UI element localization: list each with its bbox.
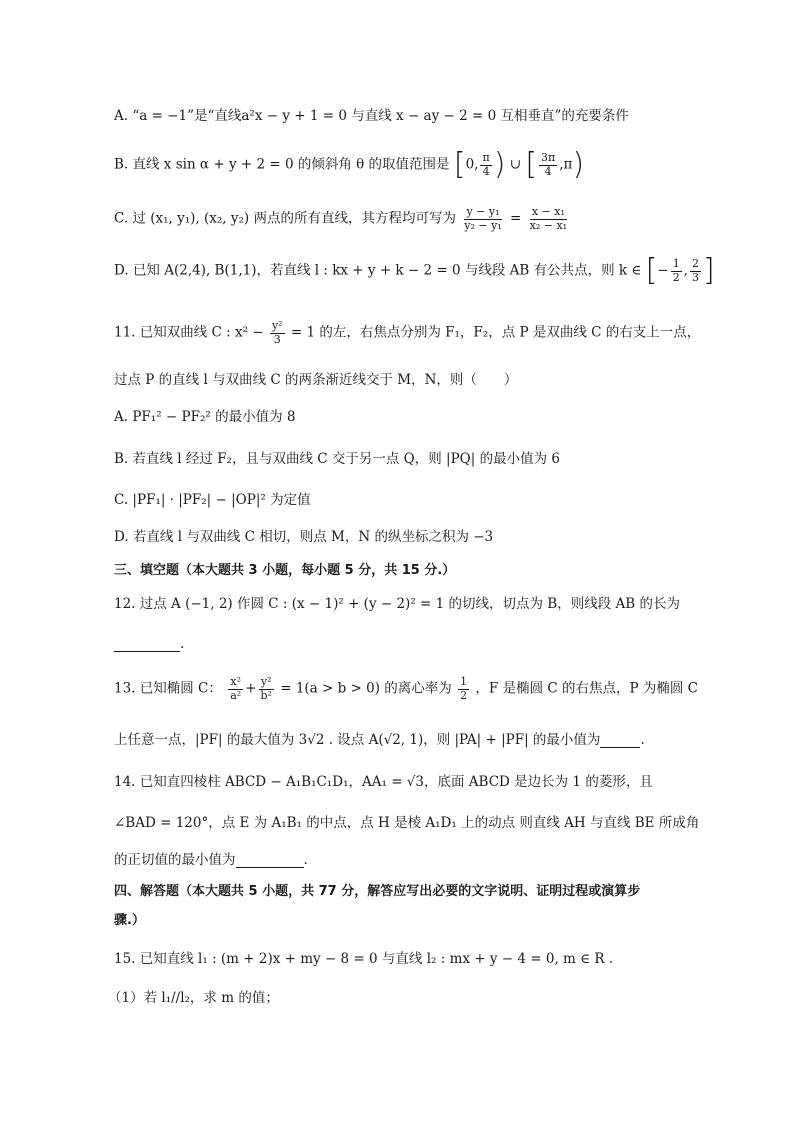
frac-den: 3: [273, 332, 281, 346]
fraction-y2-3: [270, 320, 285, 346]
question-12-text: 12. 过点 A (−1, 2) 作圆 C : (x − 1)² + (y − 2)² = 1 的切线，切点为 B，则线段 AB 的长为: [114, 596, 680, 612]
section-4-heading-line1: 四、解答题（本大题共 5 小题，共 77 分，解答应写出必要的文字说明、证明过程或演算步: [114, 884, 641, 899]
fraction-pi-4: [480, 152, 491, 178]
comma: ,: [683, 262, 688, 279]
frac-num: π: [482, 150, 490, 164]
interval-end: ,π: [559, 156, 573, 173]
equals-sign: =: [510, 210, 522, 227]
question-14-line2-text: ∠BAD = 120°，点 E 为 A₁B₁ 的中点，点 H 是棱 A₁D₁ 上的动点 则直线 AH 与直线 BE 所成角: [114, 815, 700, 831]
question-13: [114, 676, 754, 702]
period: .: [303, 852, 308, 868]
plus-sign: +: [245, 680, 257, 697]
question-14-line3: [114, 852, 754, 868]
option-11b-text: B. 若直线 l 经过 F₂，且与双曲线 C 交于另一点 Q，则 |PQ| 的最小值为 6: [114, 451, 560, 467]
fraction-1-2: [458, 676, 469, 702]
frac-num: y − y₁: [466, 205, 500, 218]
section-3-heading: [114, 563, 754, 579]
fraction-x: [528, 206, 569, 232]
fraction-2-3: [690, 258, 701, 284]
question-12-answer: [114, 636, 754, 652]
option-10c: [114, 206, 754, 232]
question-14: [114, 774, 754, 790]
fraction-y2-b2: [258, 676, 273, 702]
frac-den: 2: [460, 688, 468, 702]
left-bracket: [: [645, 253, 658, 288]
right-paren: ): [493, 147, 506, 182]
period: .: [640, 732, 645, 748]
question-13-end: ，F 是椭圆 C 的右焦点，P 为椭圆 C: [475, 680, 698, 697]
question-11-start: 11. 已知双曲线 C : x² −: [114, 324, 264, 341]
option-10c-text: C. 过 (x₁, y₁), (x₂, y₂) 两点的所有直线，其方程均可写为: [114, 210, 456, 227]
left-bracket: [: [453, 147, 466, 182]
option-11c-text: C. |PF₁| · |PF₂| − |OP|² 为定值: [114, 492, 311, 508]
section-4-heading-line2-text: 骤.）: [114, 913, 145, 928]
question-13-line2-text: 上任意一点，|PF| 的最大值为 3√2 . 设点 A(√2, 1)，则 |PA| + |PF| 的最小值为: [114, 732, 601, 748]
left-bracket-2: [: [525, 147, 538, 182]
question-11-end: = 1 的左，右焦点分别为 F₁，F₂，点 P 是双曲线 C 的右支上一点，: [290, 324, 701, 341]
frac-num: y²: [271, 319, 283, 332]
fraction-y: [462, 206, 503, 232]
question-11-line2-text: 过点 P 的直线 l 与双曲线 C 的两条渐近线交于 M，N，则（ ）: [114, 372, 518, 388]
right-bracket: ]: [703, 253, 715, 288]
frac-den: 4: [482, 164, 490, 178]
question-14-line3-text: 的正切值的最小值为: [114, 852, 236, 868]
question-12: [114, 596, 754, 612]
frac-den: 3: [692, 270, 699, 284]
minus-sign: −: [657, 262, 669, 279]
fraction-3pi-4: [539, 152, 557, 178]
question-14-line2: [114, 815, 754, 831]
question-15: [114, 951, 754, 967]
section-3-heading-text: 三、填空题（本大题共 3 小题，每小题 5 分，共 15 分.）: [114, 563, 456, 578]
union-symbol: ∪: [509, 156, 522, 173]
frac-den: 2: [672, 270, 680, 284]
option-10d: [114, 253, 754, 288]
answer-blank[interactable]: [114, 637, 180, 652]
option-10d-text: D. 已知 A(2,4), B(1,1)，若直线 l : kx + y + k − 2 = 0 与线段 AB 有公共点，则 k ∈: [114, 262, 642, 279]
frac-den: b²: [260, 688, 272, 702]
question-13-start: 13. 已知椭圆 C：: [114, 680, 222, 697]
period: .: [180, 636, 185, 652]
option-10b: [114, 147, 754, 182]
frac-num: 2: [692, 256, 699, 270]
option-11a: [114, 409, 754, 425]
frac-num: 1: [460, 675, 468, 688]
frac-num: x²: [230, 675, 241, 688]
right-paren-2: ): [572, 147, 585, 182]
question-14-line1: 14. 已知直四棱柱 ABCD − A₁B₁C₁D₁，AA₁ = √3，底面 ABCD 是边长为 1 的菱形，且: [114, 774, 653, 790]
question-13-mid: = 1(a > b > 0) 的离心率为: [280, 680, 452, 697]
option-11a-text: A. PF₁² − PF₂² 的最小值为 8: [114, 409, 296, 425]
interval-start: 0,: [465, 156, 479, 173]
option-11b: [114, 451, 754, 467]
frac-den: a²: [230, 688, 242, 702]
option-10a: [114, 108, 754, 124]
frac-den: y₂ − y₁: [464, 218, 502, 232]
option-10a-text: A. “a = −1”是“直线a²x − y + 1 = 0 与直线 x − ay − 2 = 0 互相垂直”的充要条件: [114, 108, 629, 124]
question-13-line2: [114, 732, 754, 748]
section-4-heading-line2: [114, 913, 754, 929]
option-11c: [114, 492, 754, 508]
fraction-1-2: [671, 258, 682, 284]
answer-blank[interactable]: [600, 733, 640, 748]
frac-num: 1: [672, 256, 680, 270]
frac-den: x₂ − x₁: [529, 218, 568, 232]
frac-num: x − x₁: [531, 205, 565, 218]
question-11-line2: [114, 372, 754, 388]
question-15-part1: [108, 990, 754, 1006]
question-15-part1-text: （1）若 l₁//l₂，求 m 的值；: [108, 990, 279, 1006]
option-10b-text: B. 直线 x sin α + y + 2 = 0 的倾斜角 θ 的取值范围是: [114, 156, 450, 173]
frac-num: 3π: [541, 150, 556, 164]
section-4-heading: [114, 884, 754, 900]
answer-blank[interactable]: [236, 853, 304, 868]
option-11d: [114, 529, 754, 545]
option-11d-text: D. 若直线 l 与双曲线 C 相切，则点 M，N 的纵坐标之积为 −3: [114, 529, 494, 545]
frac-den: 4: [544, 164, 552, 178]
question-15-text: 15. 已知直线 l₁ : (m + 2)x + my − 8 = 0 与直线 l₂ : mx + y − 4 = 0, m ∈ R .: [114, 951, 614, 967]
question-11: [114, 320, 754, 346]
frac-num: y²: [260, 675, 272, 688]
fraction-x2-a2: [228, 676, 243, 702]
